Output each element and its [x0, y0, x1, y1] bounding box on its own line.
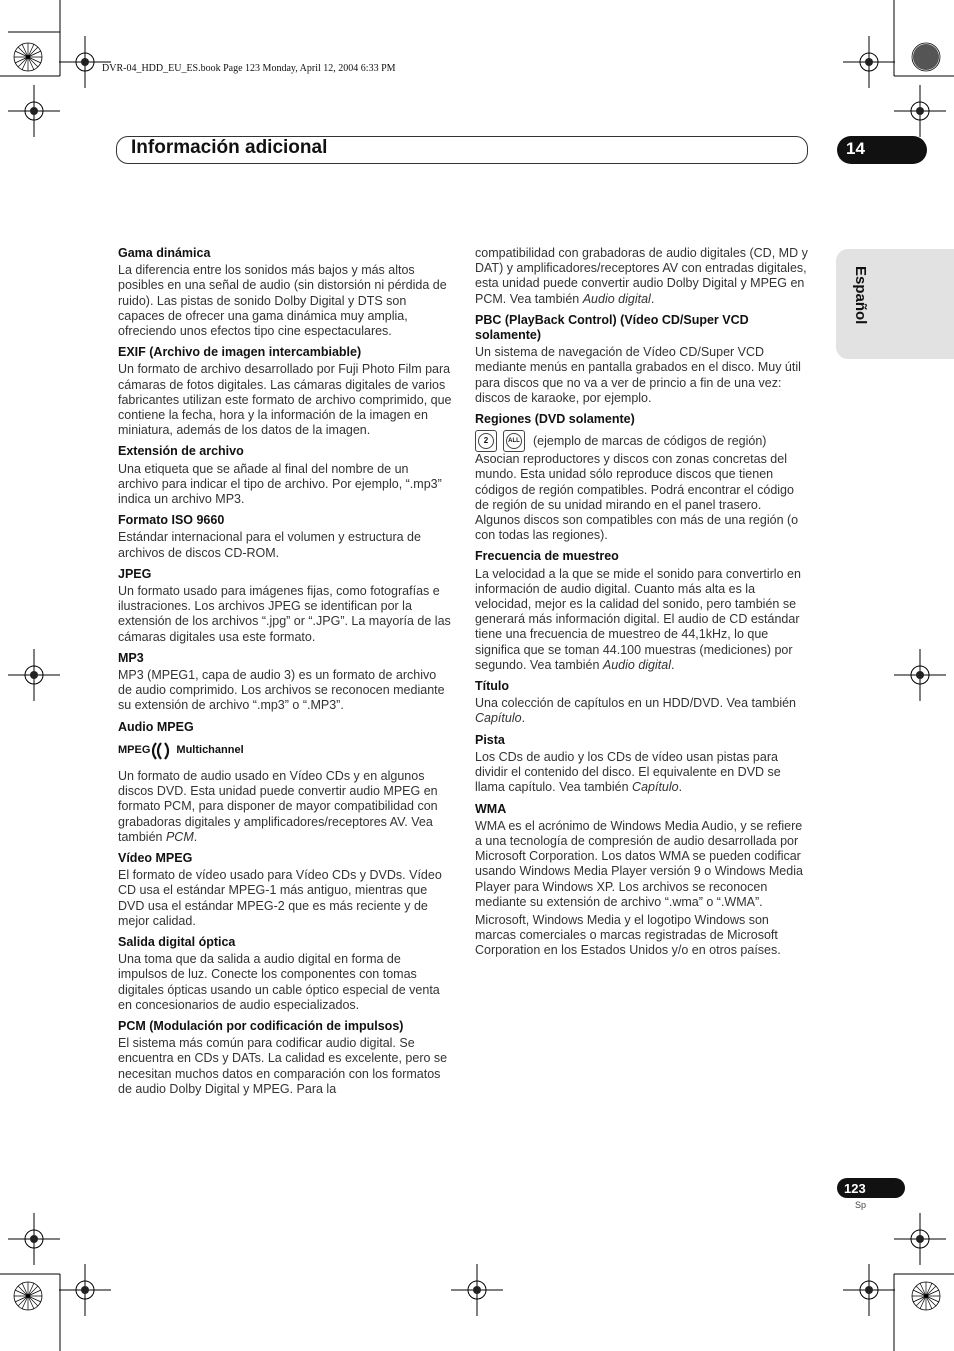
glossary-term: Título	[475, 679, 510, 694]
cross-reference: Audio digital	[602, 657, 671, 672]
definition-text: Un formato de audio usado en Vídeo CDs y en algunos discos DVD. Esta unidad puede convertir audio MPEG en formato PCM, para disponer de mayor compatibilidad con grabadoras digitales y amplificadores/receptores AV. Vea también PCM.	[118, 768, 438, 844]
definition-text: Un formato usado para imágenes fijas, como fotografías e ilustraciones. Los archivos JPEG se identifican por la extensión de los archivos “.jpg” or “.JPG”. La mayoría de las cámaras digitales usa este formato.	[118, 584, 451, 644]
glossary-term: EXIF (Archivo de imagen intercambiable)	[118, 345, 362, 360]
glossary-term: Regiones (DVD solamente)	[475, 412, 635, 427]
multichannel-logo-text: Multichannel	[176, 744, 244, 757]
definition-text: Un formato de archivo desarrollado por Fuji Photo Film para cámaras de fotos digitales. Las cámaras digitales de varios fabricantes utilizan este formato de archivo comprimido, que contiene la fecha, hora y la información de la imagen en miniatura, además de los datos de la imagen.	[118, 362, 452, 438]
definition-text: MP3 (MPEG1, capa de audio 3) es un formato de archivo de audio comprimido. Los archivos se reconocen mediante su extensión de archivo “.mp3” o “.MP3”.	[118, 668, 445, 713]
multichannel-wave-icon	[150, 741, 176, 761]
glossary-term: Frecuencia de muestreo	[475, 549, 619, 564]
page-number: 123	[844, 1181, 866, 1196]
glossary-term: Gama dinámica	[118, 246, 211, 260]
definition-text: compatibilidad con grabadoras de audio digitales (CD, MD y DAT) y amplificadores/receptores AV con entradas digitales, esta unidad puede convertir audio Dolby Digital y MPEG en PCM. Vea también Audio digital.	[475, 246, 808, 306]
mpeg-multichannel-logo	[118, 741, 452, 761]
language-label: Español	[852, 266, 869, 325]
glossary-term: PCM (Modulación por codificación de impulsos)	[118, 1018, 404, 1033]
book-info: DVR-04_HDD_EU_ES.book Page 123 Monday, April 12, 2004 6:33 PM	[102, 63, 396, 74]
region-code-examples	[475, 430, 809, 452]
cross-reference: PCM	[165, 829, 194, 844]
glossary-term: PBC (PlayBack Control) (Vídeo CD/Super VCD solamente)	[475, 312, 749, 343]
definition-text: Los CDs de audio y los CDs de vídeo usan pistas para dividir el contenido del disco. El equivalente en DVD se llama capítulo. Vea también Capítulo.	[475, 749, 781, 795]
region-code-mark	[475, 430, 497, 452]
mpeg-logo-text: MPEG	[118, 744, 151, 757]
globe-icon: ALL	[506, 433, 522, 449]
page-title: Información adicional	[131, 137, 328, 158]
glossary-term: JPEG	[118, 566, 152, 581]
glossary-term: Salida digital óptica	[118, 934, 236, 949]
chapter-number: 14	[846, 139, 865, 158]
region-caption: (ejemplo de marcas de códigos de región)	[533, 433, 767, 448]
glossary-term: Pista	[475, 732, 505, 747]
page-language-code: Sp	[855, 1200, 867, 1210]
definition-text: La diferencia entre los sonidos más bajos y más altos posibles en una señal de audio (sin distorsión ni pérdida de ruido). Las pistas de sonido Dolby Digital y DTS son capaces de ofrecer una gama dinámica muy amplia, ofreciendo unos efectos tipo cine espectaculares.	[118, 263, 447, 339]
globe-icon: 2	[478, 433, 494, 449]
definition-text: Asocian reproductores y discos con zonas concretas del mundo. Esta unidad sólo reproduce discos que tienen códigos de región compatibles. Podrá encontrar el código de región de su unidad mirando en el panel trasero. Algunos discos son compatibles con más de una región (o con todas las regiones).	[475, 452, 799, 543]
glossary-term: Audio MPEG	[118, 719, 194, 734]
cross-reference: Capítulo	[632, 780, 679, 795]
definition-text: El sistema más común para codificar audio digital. Se encuentra en CDs y DATs. La calidad es excelente, pero se necesitan muchos datos en comparación con los formatos de audio Dolby Digital y MPEG. Para la	[118, 1036, 448, 1096]
cross-reference: Capítulo	[475, 711, 522, 726]
definition-text: La velocidad a la que se mide el sonido para convertirlo en información de audio digital. Cuanto más alta es la velocidad, mejor es la calidad del sonido, pero también se generará más información digital. El audio de CD estándar tiene una frecuencia de muestreo de 44,1kHz, lo que significa que se toman 44.100 muestras (mediciones) por segundo. Vea también Audio digital.	[475, 566, 801, 672]
definition-text: Una etiqueta que se añade al final del nombre de un archivo para indicar el tipo de archivo. Por ejemplo, “.mp3” indica un archivo MP3.	[118, 461, 442, 507]
glossary-term: MP3	[118, 650, 144, 665]
region-code-mark-all	[503, 430, 525, 452]
glossary-term: Extensión de archivo	[118, 444, 244, 459]
definition-text: Una colección de capítulos en un HDD/DVD. Vea también Capítulo.	[475, 696, 797, 726]
definition-text: WMA es el acrónimo de Windows Media Audio, y se refiere a una tecnología de compresión de audio desarrollada por Microsoft Corporation. Los datos WMA se pueden codificar usando Windows Media Player versión 9 o Windows Media Player para Windows XP. Los archivos se reconocen mediante su extensión de archivo “.wma” o “.WMA”.	[475, 818, 803, 909]
cross-reference: Audio digital	[582, 291, 651, 306]
glossary-term: Vídeo MPEG	[118, 850, 193, 865]
glossary-term: Formato ISO 9660	[118, 513, 225, 528]
glossary-term: WMA	[475, 801, 507, 816]
definition-text: Una toma que da salida a audio digital en forma de impulsos de luz. Conecte los componentes con tomas digitales ópticas usando un cable óptico especial de venta en concesionarios de audio especializados.	[118, 952, 440, 1012]
definition-text: Estándar internacional para el volumen y estructura de archivos de discos CD-ROM.	[118, 530, 421, 560]
definition-text: Un sistema de navegación de Vídeo CD/Super VCD mediante menús en pantalla grabados en el disco. Muy útil para discos que no va a ver de princio a fin de una vez: discos de karaoke, por ejemplo.	[475, 345, 801, 405]
glossary-right-column	[475, 246, 809, 959]
glossary-left-column	[118, 246, 452, 1097]
definition-text: El formato de vídeo usado para Vídeo CDs y DVDs. Vídeo CD usa el estándar MPEG-1 más antiguo, mientras que DVD usa el estándar MPEG-2 que es más reciente y de mejor calidad.	[118, 868, 442, 928]
definition-text: Microsoft, Windows Media y el logotipo Windows son marcas comerciales o marcas registradas de Microsoft Corporation en los Estados Unidos y/o en otros países.	[475, 912, 781, 958]
